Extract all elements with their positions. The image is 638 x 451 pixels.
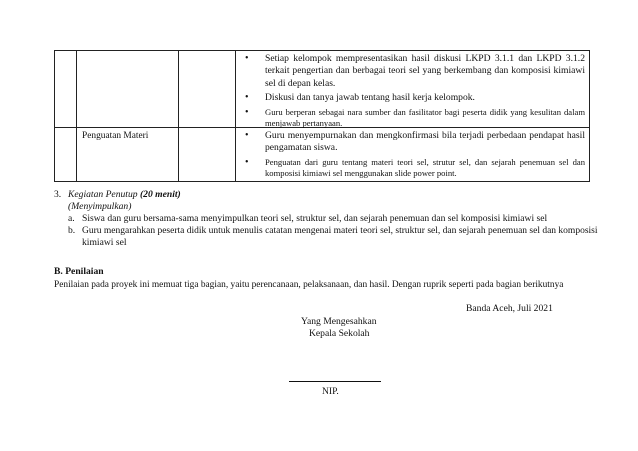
row2-label: Penguatan Materi — [82, 131, 149, 141]
penutup-item-b-letter: b. — [68, 225, 76, 236]
signature-line — [289, 381, 381, 382]
penutup-item-a-text: Siswa dan guru bersama-sama menyimpulkan teori sel, struktur sel, dan sejarah penemuan dan sel komposisi kimiawi sel — [82, 213, 548, 224]
penilaian-heading: B. Penilaian — [54, 266, 104, 277]
row1-bullet-3: • Guru berperan sebagai nara sumber dan fasilitator bagi peserta didik yang kesulitan dalam menjawab pertanyaan. — [239, 107, 585, 130]
row2-bullet-1: • Guru menyempurnakan dan mengkonfirmasi bila terjadi perbedaan pendapat hasil pengamatan siswa. — [239, 130, 585, 155]
table-border-top — [54, 50, 590, 51]
table-border-right — [589, 50, 590, 182]
signature-title: Yang Mengesahkan — [301, 316, 377, 327]
penilaian-text: Penilaian pada proyek ini memuat tiga bagian, yaitu perencanaan, pelaksanaan, dan hasil. Dengan ruprik seperti pada bagian berikutnya — [54, 280, 564, 290]
penutup-item-a-letter: a. — [68, 213, 75, 224]
penutup-number: 3. — [54, 189, 62, 200]
signature-role: Kepala Sekolah — [309, 328, 370, 339]
row1-bullet-1: • Setiap kelompok mempresentasikan hasil diskusi LKPD 3.1.1 dan LKPD 3.1.2 terkait pengertian dan berbagai teori sel yang berkembang dan komposisi kimiawi sel di depan kelas. — [239, 53, 585, 90]
row1-bullet-2: • Diskusi dan tanya jawab tentang hasil kerja kelompok. — [239, 92, 585, 104]
penutup-duration: (20 menit) — [139, 189, 181, 200]
penutup-title: Kegiatan Penutup — [68, 189, 138, 200]
table-col-divider-3 — [235, 50, 236, 182]
penutup-subtitle: (Menyimpulkan) — [68, 201, 132, 212]
table-border-left — [54, 50, 55, 182]
penutup-item-b-text: Guru mengarahkan peserta didik untuk menulis catatan mengenai materi teori sel, struktur sel, dan sejarah penemuan sel dan komposisi — [82, 226, 598, 236]
place-date: Banda Aceh, Juli 2021 — [466, 303, 553, 314]
penutup-heading — [68, 189, 181, 201]
row2-bullet-2: • Penguatan dari guru tentang materi teori sel, strutur sel, dan sejarah penemuan sel dan komposisi kimiawi sel menggunakan slide power point. — [239, 157, 585, 180]
penutup-item-b-text-cont: kimiawi sel — [82, 237, 127, 248]
table-col-divider-2 — [178, 50, 179, 182]
activity-table — [54, 50, 590, 182]
row1-bullet-list — [239, 53, 585, 132]
nip-label: NIP. — [322, 386, 339, 397]
table-col-divider-1 — [76, 50, 77, 182]
row2-bullet-list — [239, 130, 585, 182]
